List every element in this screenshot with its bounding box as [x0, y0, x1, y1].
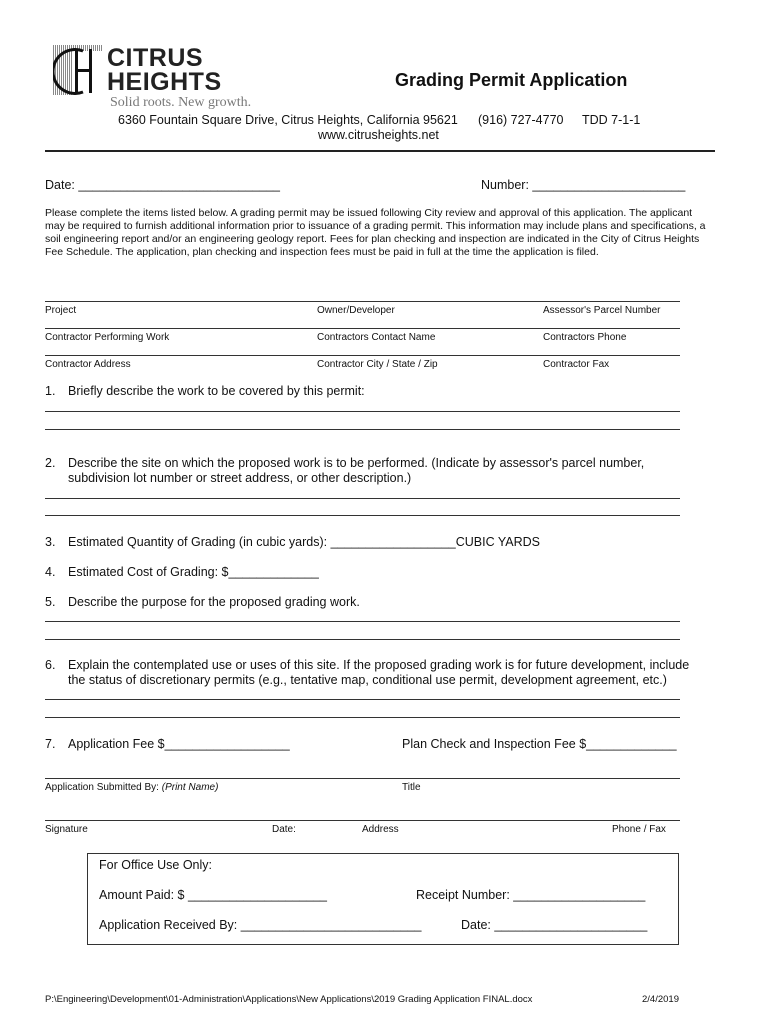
- print-name-line[interactable]: [45, 778, 680, 779]
- number-label: Number:: [481, 178, 529, 192]
- question-5: [0, 595, 770, 611]
- contractor-label: Contractor Performing Work: [45, 332, 170, 343]
- answer-line[interactable]: [45, 429, 680, 430]
- question-text-line1: Explain the contemplated use or uses of this site. If the proposed grading work is for future development, include: [68, 658, 690, 672]
- question-text-line2: subdivision lot number or street address, or other description.): [68, 471, 412, 485]
- answer-line[interactable]: [45, 411, 680, 412]
- application-fee-field[interactable]: Application Fee $__________________: [68, 737, 290, 751]
- header-divider: [45, 150, 715, 152]
- logo-wordmark-line1: CITRUS: [107, 44, 204, 72]
- question-number: 5.: [45, 595, 56, 609]
- parcel-number-label: Assessor's Parcel Number: [543, 305, 661, 316]
- question-number: 3.: [45, 535, 56, 549]
- office-use-heading: For Office Use Only:: [99, 858, 212, 872]
- question-text-line2: the status of discretionary permits (e.g., tentative map, conditional use permit, development agreement, etc.): [68, 673, 667, 687]
- title-label: Title: [402, 782, 421, 793]
- question-number: 7.: [45, 737, 56, 751]
- city-state-zip-label: Contractor City / State / Zip: [317, 359, 438, 370]
- question-text-line1: Describe the site on which the proposed work is to be performed. (Indicate by assessor's parcel number,: [68, 456, 645, 470]
- number-blank[interactable]: ______________________: [532, 178, 686, 192]
- logo-wordmark-line2: HEIGHTS: [107, 68, 222, 96]
- plan-check-fee-field[interactable]: Plan Check and Inspection Fee $_____________: [402, 737, 677, 751]
- number-field[interactable]: [481, 178, 685, 193]
- phone-fax-label: Phone / Fax: [612, 824, 666, 835]
- city-phone: (916) 727-4770: [478, 113, 564, 127]
- info-row-line[interactable]: [45, 328, 680, 329]
- citrus-heights-logo-mark: [53, 45, 103, 95]
- question-2: [0, 456, 770, 488]
- receipt-number-field[interactable]: Receipt Number: ___________________: [416, 888, 646, 902]
- print-name-hint: (Print Name): [161, 782, 219, 793]
- amount-paid-field[interactable]: Amount Paid: $ ____________________: [99, 888, 327, 902]
- document-title: Grading Permit Application: [395, 70, 628, 90]
- received-by-field[interactable]: Application Received By: __________________________: [99, 918, 422, 932]
- contact-name-label: Contractors Contact Name: [317, 332, 436, 343]
- contractor-phone-label: Contractors Phone: [543, 332, 627, 343]
- info-row-line[interactable]: [45, 355, 680, 356]
- answer-line[interactable]: [45, 498, 680, 499]
- date-field[interactable]: [45, 178, 280, 193]
- question-1: [0, 384, 770, 400]
- signature-address-label: Address: [362, 824, 399, 835]
- contractor-fax-label: Contractor Fax: [543, 359, 610, 370]
- date-label: Date:: [45, 178, 75, 192]
- office-date-field[interactable]: Date: ______________________: [461, 918, 648, 932]
- answer-line[interactable]: [45, 639, 680, 640]
- signature-date-label: Date:: [272, 824, 296, 835]
- question-text: Briefly describe the work to be covered by this permit:: [68, 384, 365, 398]
- signature-line[interactable]: [45, 820, 680, 821]
- instructions-paragraph: Please complete the items listed below. A grading permit may be issued following City review and approval of this application. The applicant may be required to furnish additional information prior to issuance of a grading permit. This information may include plans and specifications, a soil engineering report and/or an engineering geology report. Fees for plan checking and inspection are indicated in the City of Citrus Heights Fee Schedule. The application, plan checking and inspection fees must be paid in full at the time the application is filed.: [45, 207, 706, 258]
- footer-date: 2/4/2019: [642, 994, 679, 1005]
- question-4[interactable]: [0, 565, 770, 581]
- answer-line[interactable]: [45, 621, 680, 622]
- city-website: www.citrusheights.net: [318, 128, 439, 142]
- question-number: 1.: [45, 384, 56, 398]
- city-address: 6360 Fountain Square Drive, Citrus Heights, California 95621: [118, 113, 458, 127]
- contractor-address-label: Contractor Address: [45, 359, 131, 370]
- answer-line[interactable]: [45, 717, 680, 718]
- question-number: 4.: [45, 565, 56, 579]
- project-label: Project: [45, 305, 77, 316]
- submitted-by-text: Application Submitted By:: [45, 782, 159, 793]
- info-row-line[interactable]: [45, 301, 680, 302]
- question-3[interactable]: [0, 535, 770, 551]
- question-7[interactable]: [0, 737, 770, 753]
- footer-file-path: P:\Engineering\Development\01-Administration\Applications\New Applications\2019 Grading Application FINAL.docx: [45, 994, 533, 1005]
- submitted-by-label: [45, 782, 218, 793]
- question-text: Describe the purpose for the proposed grading work.: [68, 595, 360, 609]
- question-6: [0, 658, 770, 690]
- question-number: 6.: [45, 658, 56, 672]
- signature-label: Signature: [45, 824, 88, 835]
- question-number: 2.: [45, 456, 56, 470]
- answer-line[interactable]: [45, 699, 680, 700]
- question-text[interactable]: Estimated Quantity of Grading (in cubic yards): __________________CUBIC YARDS: [68, 535, 541, 549]
- city-tdd: TDD 7-1-1: [582, 113, 641, 127]
- question-text[interactable]: Estimated Cost of Grading: $_____________: [68, 565, 319, 579]
- owner-developer-label: Owner/Developer: [317, 305, 395, 316]
- answer-line[interactable]: [45, 515, 680, 516]
- logo-tagline: Solid roots. New growth.: [110, 95, 252, 110]
- date-blank[interactable]: _____________________________: [78, 178, 280, 192]
